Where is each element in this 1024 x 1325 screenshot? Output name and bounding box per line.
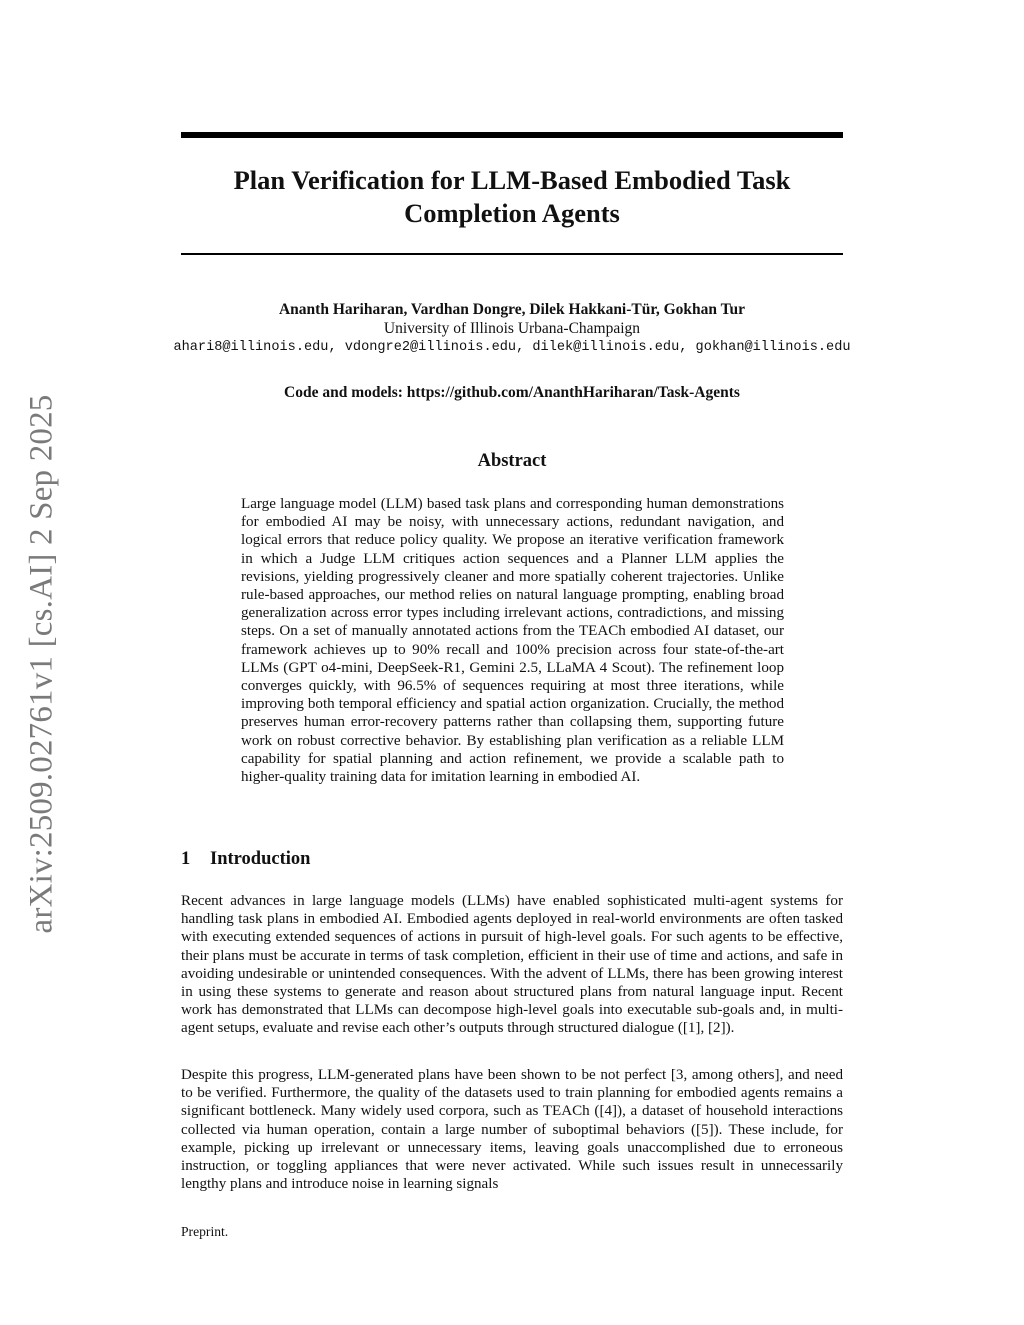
introduction-paragraph-1: Recent advances in large language models (LLMs) have enabled sophisticated multi-agent systems for handling task plans in embodied AI. Embodied agents deployed in real-world environments are often tasked with executing extended sequences of actions in pursuit of high-level goals. For such agents to be effective, their plans must be accurate in terms of task completion, efficient in their use of time and actions, and safe in avoiding undesirable or unintended consequences. With the advent of LLMs, there has been growing interest in using these systems to generate and reason about structured plans from natural language input. Recent work has demonstrated that LLMs can decompose high-level goals into executable sub-goals and, in multi-agent setups, evaluate and revise each other’s outputs through structured dialogue ([1], [2]). bbox=[181, 893, 843, 1037]
section-number: 1 bbox=[181, 849, 191, 869]
code-and-models-link[interactable]: Code and models: https://github.com/AnanthHariharan/Task-Agents bbox=[284, 384, 740, 401]
abstract-heading: Abstract bbox=[477, 451, 547, 471]
title-line-1: Plan Verification for LLM-Based Embodied Task bbox=[233, 165, 791, 195]
author-emails: ahari8@illinois.edu, vdongre2@illinois.edu, dilek@illinois.edu, gokhan@illinois.edu bbox=[173, 340, 851, 355]
section-title: Introduction bbox=[210, 849, 311, 869]
arxiv-identifier-stamp: arXiv:2509.02761v1 [cs.AI] 2 Sep 2025 bbox=[23, 394, 60, 934]
introduction-paragraph-2: Despite this progress, LLM-generated plans have been shown to be not perfect [3, among others], and need to be verified. Furthermore, the quality of the datasets used to train planning for embodied agents remains a significant bottleneck. Many widely used corpora, such as TEACh ([4]), a dataset of household interactions collected via human operation, contain a large number of suboptimal behaviors ([5]). These include, for example, picking up irrelevant or unnecessary items, leaving goals unaccomplished due to erroneous instruction, or toggling appliances that were never activated. While such issues result in unnecessarily lengthy plans and introduce noise in learning signals bbox=[181, 1067, 843, 1193]
introduction-heading bbox=[181, 849, 310, 870]
author-affiliation: University of Illinois Urbana-Champaign bbox=[383, 320, 641, 337]
title-top-rule bbox=[181, 132, 843, 138]
author-names: Ananth Hariharan, Vardhan Dongre, Dilek Hakkani-Tür, Gokhan Tur bbox=[278, 301, 745, 318]
author-block bbox=[150, 300, 874, 357]
title-line-2: Completion Agents bbox=[404, 198, 620, 228]
abstract-body: Large language model (LLM) based task plans and corresponding human demonstrations for embodied AI may be noisy, with unnecessary actions, redundant navigation, and logical errors that reduce policy quality. We propose an iterative verification framework in which a Judge LLM critiques action sequences and a Planner LLM applies the revisions, yielding progressively cleaner and more spatially coherent trajectories. Unlike rule-based approaches, our method relies on natural language prompting, enabling broad generalization across error types including irrelevant actions, contradictions, and missing steps. On a set of manually annotated actions from the TEACh embodied AI dataset, our framework achieves up to 90% recall and 100% precision across four state-of-the-art LLMs (GPT o4-mini, DeepSeek-R1, Gemini 2.5, LLaMA 4 Scout). The refinement loop converges quickly, with 96.5% of sequences requiring at most three iterations, while improving both temporal efficiency and spatial action organization. Crucially, the method preserves human error-recovery patterns rather than collapsing them, supporting future work on robust corrective behavior. By establishing plan verification as a reliable LLM capability for spatial planning and action refinement, we provide a scalable path to higher-quality training data for imitation learning in embodied AI. bbox=[241, 496, 784, 786]
preprint-footer: Preprint. bbox=[181, 1224, 229, 1239]
title-bottom-rule bbox=[181, 253, 843, 255]
paper-title bbox=[181, 164, 843, 230]
